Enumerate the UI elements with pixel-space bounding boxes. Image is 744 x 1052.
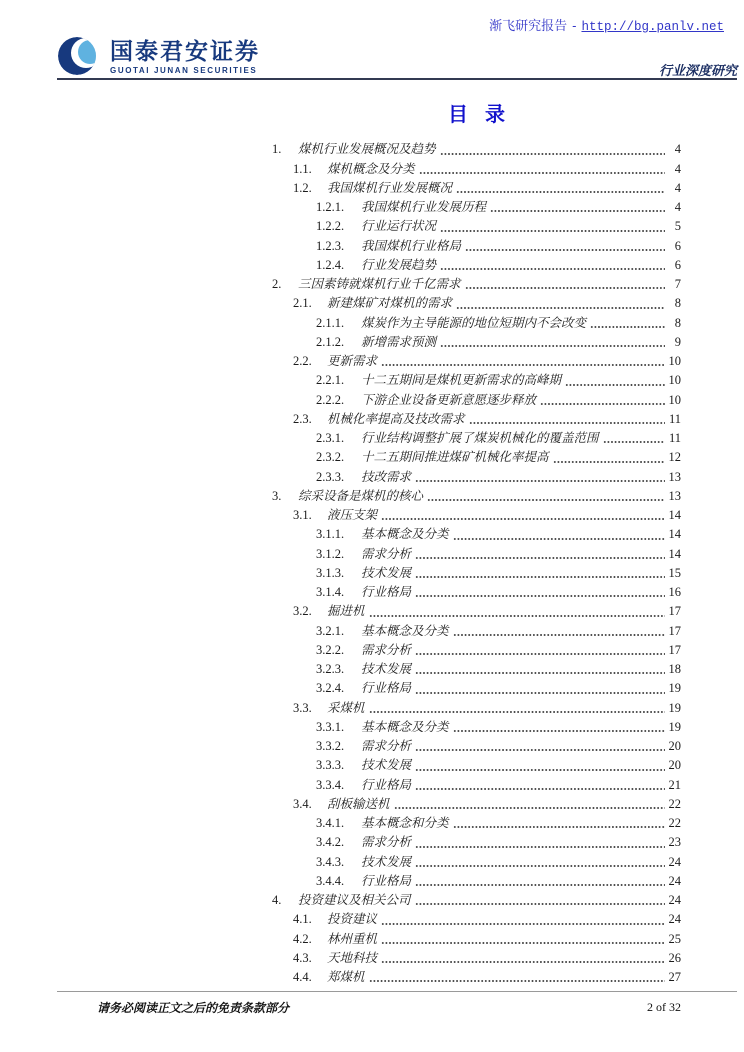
toc-page-number: 17 — [668, 623, 681, 638]
toc-entry-title: 更新需求 — [327, 354, 378, 368]
toc-entry-title: 新增需求预测 — [361, 334, 437, 349]
toc-dot-leader — [369, 701, 665, 716]
toc-entry-number: 3.1.2. — [316, 546, 345, 561]
toc-entry-number: 4.1. — [293, 912, 312, 927]
toc-entry-title: 基本概念及分类 — [361, 527, 449, 542]
toc-dot-leader — [415, 893, 665, 908]
toc-entry-number: 3.4. — [293, 796, 312, 811]
toc-page-number: 25 — [668, 931, 681, 946]
toc-dot-leader — [415, 739, 665, 754]
toc-entry[interactable] — [272, 677, 681, 696]
toc-entry[interactable] — [272, 311, 681, 330]
toc-page-number: 6 — [674, 238, 681, 253]
toc-page-number: 10 — [668, 373, 681, 388]
toc-entry-number: 3.3.2. — [316, 739, 345, 753]
toc-entry-title: 郑煤机 — [327, 970, 365, 984]
toc-entry[interactable] — [272, 215, 681, 234]
watermark-dash: - — [572, 18, 577, 33]
toc-entry-number: 1.2.4. — [316, 257, 345, 272]
toc-entry-title: 行业格局 — [361, 681, 412, 696]
toc-entry[interactable] — [272, 735, 681, 754]
toc-entry-title: 需求分析 — [361, 739, 412, 753]
toc-page-number: 8 — [674, 296, 681, 311]
toc-page-number: 13 — [668, 469, 681, 484]
toc-page-number: 5 — [674, 219, 681, 234]
toc-entry-title: 林州重机 — [327, 931, 378, 946]
toc-entry[interactable] — [272, 966, 681, 985]
header-divider — [57, 78, 737, 80]
toc-entry-number: 2.2.1. — [316, 373, 345, 388]
toc-page-number: 11 — [668, 431, 681, 445]
toc-entry[interactable] — [272, 619, 681, 638]
toc-entry-number: 3.1.3. — [316, 565, 345, 580]
toc-entry[interactable] — [272, 927, 681, 946]
toc-page-number: 22 — [668, 816, 681, 830]
toc-entry-number: 1.2.3. — [316, 238, 345, 253]
toc-entry-title: 行业发展趋势 — [361, 257, 437, 272]
toc-page-number: 23 — [668, 835, 681, 850]
toc-page-number: 24 — [668, 893, 681, 907]
toc-entry-number: 2.3.2. — [316, 450, 345, 465]
toc-entry-title: 刮板输送机 — [327, 796, 390, 811]
toc-entry[interactable] — [272, 850, 681, 869]
toc-entry-number: 3.3.4. — [316, 777, 345, 792]
toc-page-number: 14 — [668, 546, 681, 561]
toc-dot-leader — [415, 566, 665, 581]
toc-entry[interactable] — [272, 696, 681, 715]
toc-entry-title: 我国煤机行业格局 — [361, 238, 462, 253]
toc-entry-title: 基本概念和分类 — [361, 816, 449, 830]
toc-entry-number: 3.1.4. — [316, 585, 345, 599]
toc-dot-leader — [465, 277, 665, 292]
toc-dot-leader — [415, 835, 665, 850]
toc-page-number: 11 — [668, 411, 681, 426]
brand-logo-icon — [57, 36, 97, 76]
toc-dot-leader — [381, 354, 665, 369]
toc-entry[interactable] — [272, 254, 681, 273]
toc-entry-number: 3.4.2. — [316, 835, 345, 850]
toc-page-number: 4 — [674, 200, 681, 214]
toc-page-number: 14 — [668, 527, 681, 542]
toc-dot-leader — [415, 778, 665, 793]
toc-entry-number: 3.2.4. — [316, 681, 345, 696]
toc-dot-leader — [453, 816, 665, 831]
toc-dot-leader — [427, 489, 665, 504]
toc-entry[interactable] — [272, 831, 681, 850]
toc-entry-title: 基本概念及分类 — [361, 623, 449, 638]
toc-dot-leader — [456, 181, 665, 196]
toc-entry-number: 3.4.3. — [316, 854, 345, 869]
toc-entry[interactable] — [272, 234, 681, 253]
toc-entry-title: 机械化率提高及技改需求 — [327, 411, 465, 426]
toc-entry[interactable] — [272, 812, 681, 831]
footer-divider — [57, 991, 737, 992]
toc-entry[interactable] — [272, 408, 681, 427]
toc-entry-number: 2.3.1. — [316, 431, 345, 445]
toc-entry[interactable] — [272, 773, 681, 792]
toc-dot-leader — [394, 797, 665, 812]
toc-entry-title: 新建煤矿对煤机的需求 — [327, 296, 453, 311]
toc-page-number: 10 — [668, 392, 681, 407]
toc-entry-title: 综采设备是煤机的核心 — [298, 488, 424, 503]
toc-entry-title: 天地科技 — [327, 950, 378, 965]
toc-entry-title: 基本概念及分类 — [361, 719, 449, 734]
toc-entry-title: 行业格局 — [361, 873, 412, 888]
toc-entry-number: 3.2. — [293, 604, 312, 619]
toc-page-number: 12 — [668, 450, 681, 465]
toc-page-number: 14 — [668, 508, 681, 522]
toc-entry[interactable] — [272, 504, 681, 523]
toc-entry-title: 我国煤机行业发展概况 — [327, 180, 453, 195]
toc-entry-title: 技术发展 — [361, 854, 412, 869]
toc-dot-leader — [381, 951, 665, 966]
toc-entry-number: 3.3.3. — [316, 758, 345, 773]
toc-dot-leader — [469, 412, 665, 427]
toc-entry[interactable] — [272, 562, 681, 581]
toc-entry-number: 1. — [272, 142, 282, 157]
toc-entry-title: 煤炭作为主导能源的地位短期内不会改变 — [361, 315, 587, 330]
report-type-label: 行业深度研究 — [658, 63, 737, 78]
toc-entry[interactable] — [272, 350, 681, 369]
toc-entry-title: 下游企业设备更新意愿逐步释放 — [361, 392, 537, 407]
toc-entry-number: 2.2. — [293, 354, 312, 368]
toc-entry-number: 4.3. — [293, 950, 312, 965]
toc-entry[interactable] — [272, 542, 681, 561]
toc-dot-leader — [590, 316, 665, 331]
toc-dot-leader — [381, 508, 665, 523]
toc-page-number: 9 — [674, 334, 681, 349]
toc-page-number: 10 — [668, 354, 681, 368]
toc-entry-number: 4.4. — [293, 970, 312, 984]
toc-dot-leader — [490, 200, 665, 215]
toc-entry-number: 1.2. — [293, 180, 312, 195]
toc-entry[interactable] — [272, 427, 681, 446]
toc-entry-number: 2.2.2. — [316, 392, 345, 407]
toc-dot-leader — [440, 258, 665, 273]
toc-entry-title: 十二五期间推进煤矿机械化率提高 — [361, 450, 549, 465]
toc-page-number: 6 — [674, 257, 681, 272]
toc-dot-leader — [381, 932, 665, 947]
toc-dot-leader — [440, 219, 665, 234]
toc-dot-leader — [453, 527, 665, 542]
toc-dot-leader — [381, 912, 665, 927]
toc-dot-leader — [465, 239, 665, 254]
toc-entry-number: 3.3.1. — [316, 719, 345, 734]
toc-entry-number: 3. — [272, 488, 282, 503]
watermark — [489, 15, 724, 34]
toc-entry[interactable] — [272, 331, 681, 350]
toc-entry[interactable] — [272, 600, 681, 619]
toc-entry-number: 4.2. — [293, 931, 312, 946]
watermark-label: 渐飞研究报告 — [489, 18, 568, 33]
toc-page-number: 19 — [668, 681, 681, 696]
toc-dot-leader — [415, 643, 665, 658]
page-number-indicator: 2 of 32 — [647, 1000, 681, 1014]
toc-page-number: 24 — [668, 854, 681, 869]
toc-dot-leader — [419, 162, 665, 177]
toc-entry-number: 1.2.2. — [316, 219, 345, 234]
toc-dot-leader — [553, 450, 665, 465]
toc-page-number: 19 — [668, 719, 681, 734]
toc-dot-leader — [369, 970, 665, 985]
toc-page-number: 7 — [674, 277, 681, 291]
toc-dot-leader — [565, 373, 665, 388]
toc-entry-title: 液压支架 — [327, 508, 378, 522]
footer-disclaimer: 请务必阅读正文之后的免责条款部分 — [97, 1001, 290, 1015]
toc-dot-leader — [415, 681, 665, 696]
table-of-contents — [272, 103, 681, 985]
toc-entry-number: 1.2.1. — [316, 200, 345, 214]
toc-entry-number: 2.1.1. — [316, 315, 345, 330]
toc-entry-number: 3.2.1. — [316, 623, 345, 638]
toc-entry[interactable] — [272, 485, 681, 504]
toc-entry-title: 投资建议 — [327, 912, 378, 927]
toc-entry-title: 需求分析 — [361, 835, 412, 850]
toc-dot-leader — [369, 604, 665, 619]
toc-page-number: 13 — [668, 488, 681, 503]
toc-entry-title: 三因素铸就煤机行业千亿需求 — [298, 277, 461, 291]
toc-dot-leader — [453, 624, 665, 639]
toc-entry[interactable] — [272, 947, 681, 966]
toc-entry-title: 需求分析 — [361, 642, 412, 657]
toc-entry-number: 2. — [272, 277, 282, 291]
toc-page-number: 4 — [674, 161, 681, 176]
toc-list — [272, 138, 681, 985]
toc-dot-leader — [540, 393, 665, 408]
toc-entry[interactable] — [272, 581, 681, 600]
toc-entry-number: 2.1.2. — [316, 334, 345, 349]
toc-entry[interactable] — [272, 273, 681, 292]
toc-page-number: 8 — [674, 315, 681, 330]
toc-entry[interactable] — [272, 658, 681, 677]
toc-entry-number: 4. — [272, 893, 282, 907]
toc-title: 目 录 — [448, 104, 505, 126]
toc-entry-number: 3.4.1. — [316, 816, 345, 830]
toc-entry-number: 2.3. — [293, 411, 312, 426]
toc-page-number: 24 — [668, 912, 681, 927]
toc-page-number: 27 — [668, 970, 681, 984]
toc-entry-title: 采煤机 — [327, 700, 365, 715]
toc-dot-leader — [415, 585, 665, 600]
toc-entry-number: 3.1.1. — [316, 527, 345, 542]
toc-entry-number: 2.3.3. — [316, 469, 345, 484]
toc-page-number: 16 — [668, 585, 681, 599]
brand-name-cn: 国泰君安证券 — [110, 37, 260, 64]
toc-entry-title: 行业格局 — [361, 585, 412, 599]
toc-entry-number: 2.1. — [293, 296, 312, 311]
toc-dot-leader — [603, 431, 665, 446]
toc-entry-title: 煤机行业发展概况及趋势 — [298, 142, 436, 157]
watermark-url-link[interactable]: http://bg.panlv.net — [581, 20, 724, 34]
toc-dot-leader — [456, 296, 665, 311]
toc-entry-number: 3.3. — [293, 700, 312, 715]
toc-entry-title: 煤机概念及分类 — [327, 161, 415, 176]
toc-page-number: 21 — [668, 777, 681, 792]
toc-dot-leader — [453, 720, 665, 735]
toc-entry-title: 技术发展 — [361, 565, 412, 580]
toc-entry-title: 需求分析 — [361, 546, 412, 561]
toc-entry[interactable] — [272, 793, 681, 812]
toc-entry[interactable] — [272, 889, 681, 908]
toc-page-number: 19 — [668, 700, 681, 715]
toc-entry-number: 3.2.3. — [316, 662, 345, 676]
toc-entry-title: 我国煤机行业发展历程 — [361, 200, 487, 214]
toc-entry-title: 行业格局 — [361, 777, 412, 792]
toc-page-number: 20 — [668, 758, 681, 773]
toc-entry-title: 技术发展 — [361, 758, 412, 773]
toc-page-number: 17 — [668, 604, 681, 619]
toc-page-number: 17 — [668, 642, 681, 657]
toc-entry-title: 十二五期间是煤机更新需求的高峰期 — [361, 373, 562, 388]
toc-dot-leader — [415, 470, 665, 485]
toc-entry-title: 行业结构调整扩展了煤炭机械化的覆盖范围 — [361, 431, 599, 445]
toc-entry[interactable] — [272, 870, 681, 889]
toc-page-number: 4 — [674, 142, 681, 157]
toc-page-number: 18 — [668, 662, 681, 676]
brand-header — [57, 36, 260, 76]
toc-page-number: 24 — [668, 873, 681, 888]
toc-entry-title: 投资建议及相关公司 — [298, 893, 411, 907]
toc-page-number: 15 — [668, 565, 681, 580]
toc-entry[interactable] — [272, 369, 681, 388]
toc-entry-title: 技术发展 — [361, 662, 412, 676]
toc-dot-leader — [440, 142, 665, 157]
brand-name-en: GUOTAI JUNAN SECURITIES — [110, 65, 258, 75]
toc-entry-number: 3.4.4. — [316, 873, 345, 888]
toc-dot-leader — [415, 662, 665, 677]
toc-entry-number: 1.1. — [293, 161, 312, 176]
toc-entry-title: 掘进机 — [327, 604, 365, 619]
toc-entry[interactable] — [272, 138, 681, 157]
toc-entry[interactable] — [272, 639, 681, 658]
toc-dot-leader — [415, 855, 665, 870]
toc-entry[interactable] — [272, 716, 681, 735]
toc-page-number: 26 — [668, 950, 681, 965]
toc-entry[interactable] — [272, 177, 681, 196]
toc-entry[interactable] — [272, 754, 681, 773]
toc-page-number: 20 — [668, 739, 681, 753]
toc-entry-number: 3.2.2. — [316, 642, 345, 657]
toc-entry[interactable] — [272, 446, 681, 465]
toc-page-number: 22 — [668, 796, 681, 811]
toc-entry[interactable] — [272, 292, 681, 311]
brand-text — [110, 38, 260, 75]
toc-entry[interactable] — [272, 523, 681, 542]
toc-entry[interactable] — [272, 388, 681, 407]
toc-entry-title: 行业运行状况 — [361, 219, 437, 234]
toc-dot-leader — [415, 758, 665, 773]
toc-entry[interactable] — [272, 908, 681, 927]
toc-entry-number: 3.1. — [293, 508, 312, 522]
toc-page-number: 4 — [674, 180, 681, 195]
toc-dot-leader — [415, 547, 665, 562]
toc-entry[interactable] — [272, 157, 681, 176]
toc-dot-leader — [440, 335, 665, 350]
toc-entry[interactable] — [272, 465, 681, 484]
toc-entry-title: 技改需求 — [361, 469, 412, 484]
toc-entry[interactable] — [272, 196, 681, 215]
toc-dot-leader — [415, 874, 665, 889]
